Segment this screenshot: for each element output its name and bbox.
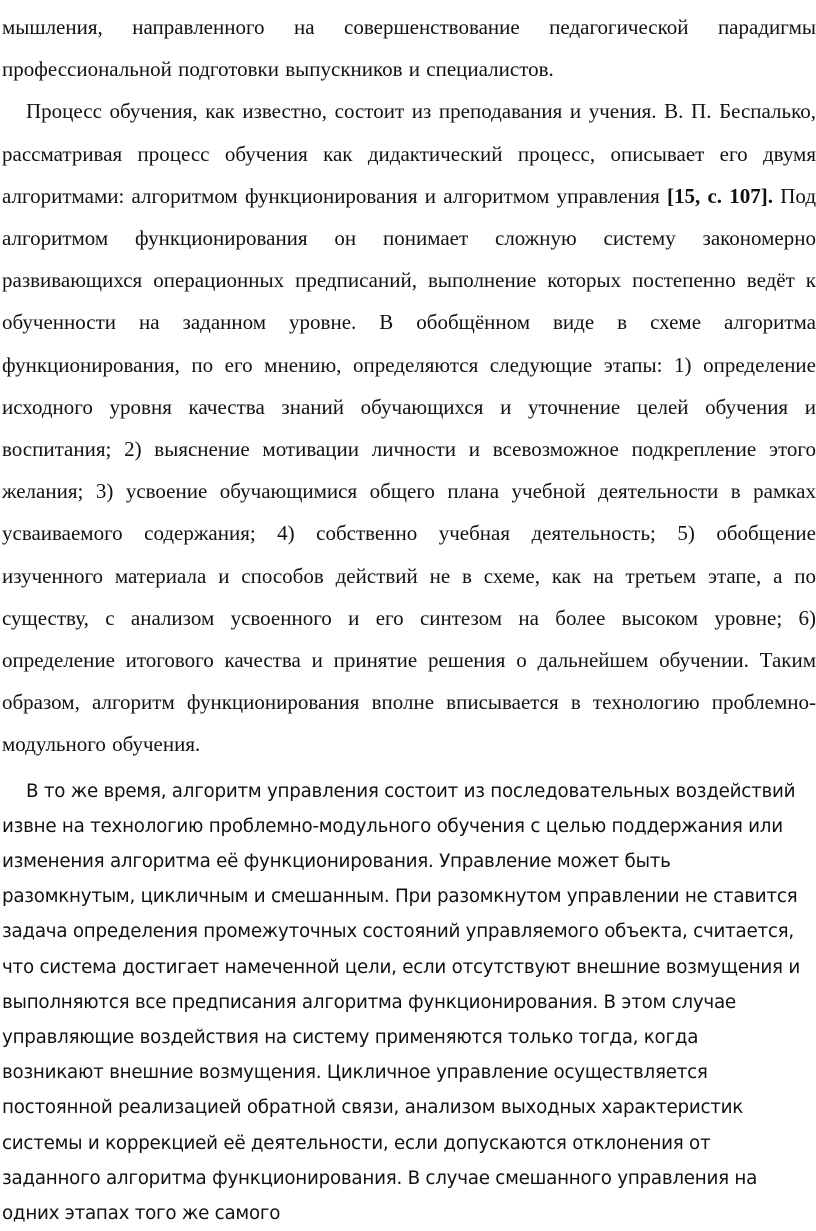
paragraph-learning-process-text-start: Процесс обучения, как известно, состоит из преподавания и учения. В. П. Беспалько, рассматривая процесс обучения как дидактический процесс, описывает его двумя алгоритмами: алгоритмом функционирования и алгоритмом управления <box>2 99 816 208</box>
sans-text-block <box>2 774 802 1231</box>
paragraph-continuation: мышления, направленного на совершенствование педагогической парадигмы профессиональной подготовки выпускников и специалистов. <box>2 15 816 82</box>
citation-reference: [15, с. 107]. <box>667 183 774 208</box>
paragraph-learning-process <box>2 90 816 765</box>
paragraph-learning-process-text-end: Под алгоритмом функционирования он понимает сложную систему закономерно развивающихся операционных предписаний, выполнение которых постепенно ведёт к обученности на заданном уровне. В обобщённом виде в схеме алгоритма функционирования, по его мнению, определяются следующие этапы: 1) определение исходного уровня качества знаний обучающихся и уточнение целей обучения и воспитания; 2) выяснение мотивации личности и всевозможное подкрепление этого желания; 3) усвоение обучающимися общего плана учебной деятельности в рамках усваиваемого содержания; 4) собственно учебная деятельность; 5) обобщение изученного материала и способов действий не в схеме, как на третьем этапе, а по существу, с анализом усвоенного и его синтезом на более высоком уровне; 6) определение итогового качества и принятие решения о дальнейшем обучении. Таким образом, алгоритм функционирования вполне вписывается в технологию проблемно-модульного обучения. <box>2 183 816 757</box>
serif-text-block <box>2 6 816 766</box>
paragraph-control-algorithm: В то же время, алгоритм управления состоит из последовательных воздействий извне на технологию проблемно-модульного обучения с целью поддержания или изменения алгоритма её функционирования. Управление может быть разомкнутым, цикличным и смешанным. При разомкнутом управлении не ставится задача определения промежуточных состояний управляемого объекта, считается, что система достигает намеченной цели, если отсутствуют внешние возмущения и выполняются все предписания алгоритма функционирования. В этом случае управляющие воздействия на систему применяются только тогда, когда возникают внешние возмущения. Цикличное управление осуществляется постоянной реализацией обратной связи, анализом выходных характеристик системы и коррекцией её деятельности, если допускаются отклонения от заданного алгоритма функционирования. В случае смешанного управления на одних этапах того же самого <box>2 780 800 1225</box>
